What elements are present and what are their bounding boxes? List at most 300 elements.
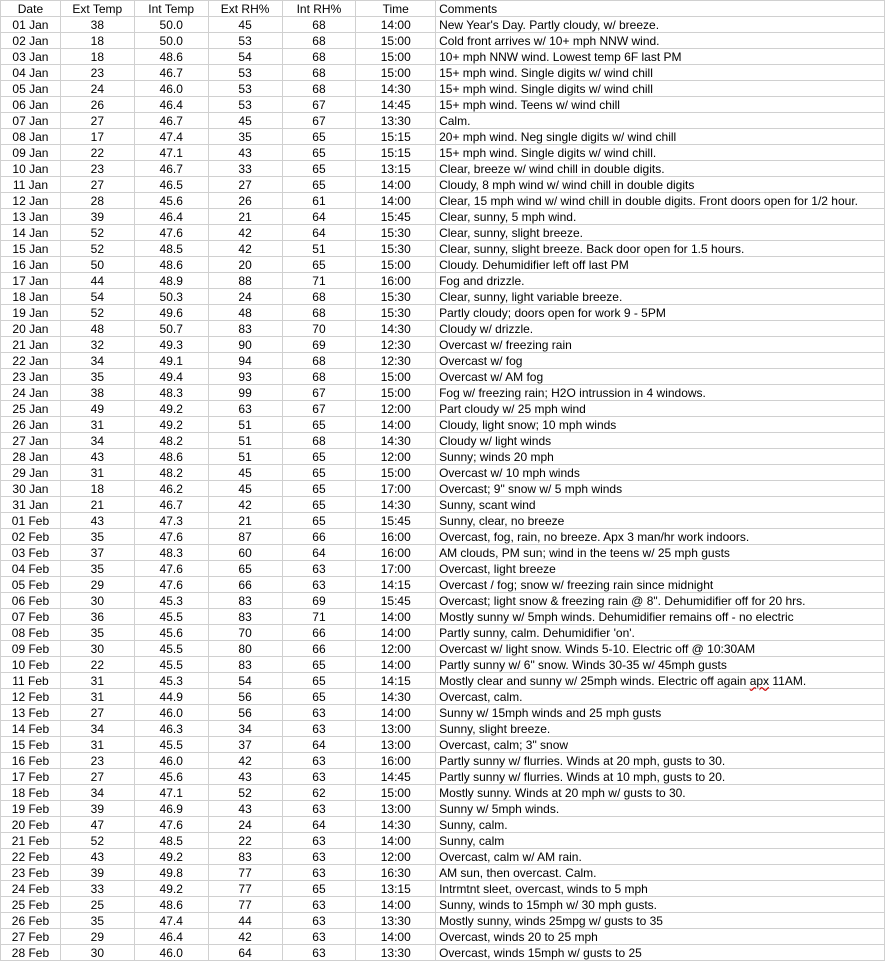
date-cell[interactable]: 23 Feb [1, 865, 61, 881]
int-temp-cell[interactable]: 48.3 [134, 545, 208, 561]
ext-rh-cell[interactable]: 63 [208, 401, 282, 417]
time-cell[interactable]: 15:30 [356, 289, 436, 305]
ext-rh-cell[interactable]: 24 [208, 289, 282, 305]
int-temp-cell[interactable]: 45.5 [134, 657, 208, 673]
time-cell[interactable]: 12:00 [356, 641, 436, 657]
time-cell[interactable]: 15:15 [356, 145, 436, 161]
time-cell[interactable]: 13:00 [356, 721, 436, 737]
ext-rh-cell[interactable]: 42 [208, 241, 282, 257]
header-ext-temp[interactable]: Ext Temp [60, 1, 134, 17]
time-cell[interactable]: 12:30 [356, 337, 436, 353]
int-rh-cell[interactable]: 65 [282, 881, 356, 897]
date-cell[interactable]: 08 Jan [1, 129, 61, 145]
date-cell[interactable]: 07 Jan [1, 113, 61, 129]
int-temp-cell[interactable]: 46.9 [134, 801, 208, 817]
ext-temp-cell[interactable]: 49 [60, 401, 134, 417]
time-cell[interactable]: 15:45 [356, 513, 436, 529]
time-cell[interactable]: 13:30 [356, 113, 436, 129]
int-rh-cell[interactable]: 64 [282, 209, 356, 225]
time-cell[interactable]: 14:00 [356, 17, 436, 33]
int-temp-cell[interactable]: 48.2 [134, 433, 208, 449]
ext-temp-cell[interactable]: 29 [60, 577, 134, 593]
comment-cell[interactable]: Partly cloudy; doors open for work 9 - 5PM [436, 305, 885, 321]
date-cell[interactable]: 04 Feb [1, 561, 61, 577]
header-comments[interactable]: Comments [436, 1, 885, 17]
time-cell[interactable]: 15:30 [356, 305, 436, 321]
ext-temp-cell[interactable]: 52 [60, 241, 134, 257]
ext-rh-cell[interactable]: 77 [208, 897, 282, 913]
time-cell[interactable]: 15:15 [356, 129, 436, 145]
comment-cell[interactable]: Intrmtnt sleet, overcast, winds to 5 mph [436, 881, 885, 897]
comment-cell[interactable]: Calm. [436, 113, 885, 129]
time-cell[interactable]: 15:00 [356, 385, 436, 401]
comment-cell[interactable]: Overcast, fog, rain, no breeze. Apx 3 man/hr work indoors. [436, 529, 885, 545]
date-cell[interactable]: 20 Feb [1, 817, 61, 833]
ext-temp-cell[interactable]: 35 [60, 529, 134, 545]
int-rh-cell[interactable]: 68 [282, 353, 356, 369]
time-cell[interactable]: 14:30 [356, 497, 436, 513]
ext-rh-cell[interactable]: 24 [208, 817, 282, 833]
int-rh-cell[interactable]: 66 [282, 641, 356, 657]
int-temp-cell[interactable]: 47.4 [134, 913, 208, 929]
int-rh-cell[interactable]: 68 [282, 305, 356, 321]
date-cell[interactable]: 15 Feb [1, 737, 61, 753]
date-cell[interactable]: 01 Jan [1, 17, 61, 33]
int-rh-cell[interactable]: 68 [282, 81, 356, 97]
ext-rh-cell[interactable]: 90 [208, 337, 282, 353]
comment-cell[interactable]: Mostly sunny w/ 5mph winds. Dehumidifier remains off - no electric [436, 609, 885, 625]
ext-temp-cell[interactable]: 44 [60, 273, 134, 289]
comment-cell[interactable]: Mostly clear and sunny w/ 25mph winds. Electric off again apx 11AM. [436, 673, 885, 689]
date-cell[interactable]: 12 Feb [1, 689, 61, 705]
ext-temp-cell[interactable]: 43 [60, 449, 134, 465]
int-temp-cell[interactable]: 46.4 [134, 97, 208, 113]
ext-rh-cell[interactable]: 43 [208, 801, 282, 817]
date-cell[interactable]: 30 Jan [1, 481, 61, 497]
int-rh-cell[interactable]: 63 [282, 577, 356, 593]
ext-temp-cell[interactable]: 23 [60, 161, 134, 177]
date-cell[interactable]: 16 Feb [1, 753, 61, 769]
int-temp-cell[interactable]: 46.0 [134, 753, 208, 769]
ext-rh-cell[interactable]: 83 [208, 321, 282, 337]
ext-rh-cell[interactable]: 20 [208, 257, 282, 273]
date-cell[interactable]: 16 Jan [1, 257, 61, 273]
ext-rh-cell[interactable]: 44 [208, 913, 282, 929]
ext-temp-cell[interactable]: 50 [60, 257, 134, 273]
date-cell[interactable]: 14 Jan [1, 225, 61, 241]
int-rh-cell[interactable]: 63 [282, 833, 356, 849]
ext-temp-cell[interactable]: 33 [60, 881, 134, 897]
comment-cell[interactable]: Sunny w/ 15mph winds and 25 mph gusts [436, 705, 885, 721]
ext-temp-cell[interactable]: 24 [60, 81, 134, 97]
date-cell[interactable]: 04 Jan [1, 65, 61, 81]
ext-temp-cell[interactable]: 17 [60, 129, 134, 145]
int-temp-cell[interactable]: 47.1 [134, 785, 208, 801]
time-cell[interactable]: 14:00 [356, 705, 436, 721]
time-cell[interactable]: 14:15 [356, 673, 436, 689]
ext-rh-cell[interactable]: 37 [208, 737, 282, 753]
ext-rh-cell[interactable]: 35 [208, 129, 282, 145]
int-rh-cell[interactable]: 63 [282, 705, 356, 721]
ext-rh-cell[interactable]: 42 [208, 225, 282, 241]
date-cell[interactable]: 13 Jan [1, 209, 61, 225]
ext-temp-cell[interactable]: 30 [60, 641, 134, 657]
ext-temp-cell[interactable]: 27 [60, 177, 134, 193]
int-rh-cell[interactable]: 65 [282, 689, 356, 705]
date-cell[interactable]: 22 Feb [1, 849, 61, 865]
int-temp-cell[interactable]: 47.1 [134, 145, 208, 161]
int-temp-cell[interactable]: 46.0 [134, 705, 208, 721]
ext-rh-cell[interactable]: 45 [208, 17, 282, 33]
int-rh-cell[interactable]: 65 [282, 417, 356, 433]
date-cell[interactable]: 31 Jan [1, 497, 61, 513]
date-cell[interactable]: 12 Jan [1, 193, 61, 209]
int-temp-cell[interactable]: 45.3 [134, 593, 208, 609]
ext-rh-cell[interactable]: 51 [208, 433, 282, 449]
comment-cell[interactable]: Clear, sunny, slight breeze. Back door open for 1.5 hours. [436, 241, 885, 257]
comment-cell[interactable]: Partly sunny w/ flurries. Winds at 10 mph, gusts to 20. [436, 769, 885, 785]
comment-cell[interactable]: Overcast, calm. [436, 689, 885, 705]
ext-rh-cell[interactable]: 83 [208, 657, 282, 673]
ext-temp-cell[interactable]: 37 [60, 545, 134, 561]
int-rh-cell[interactable]: 63 [282, 897, 356, 913]
int-rh-cell[interactable]: 65 [282, 513, 356, 529]
int-temp-cell[interactable]: 46.3 [134, 721, 208, 737]
int-temp-cell[interactable]: 48.6 [134, 449, 208, 465]
time-cell[interactable]: 13:15 [356, 161, 436, 177]
time-cell[interactable]: 14:00 [356, 625, 436, 641]
int-rh-cell[interactable]: 61 [282, 193, 356, 209]
int-temp-cell[interactable]: 47.6 [134, 561, 208, 577]
comment-cell[interactable]: Overcast, winds 20 to 25 mph [436, 929, 885, 945]
ext-rh-cell[interactable]: 51 [208, 449, 282, 465]
ext-temp-cell[interactable]: 35 [60, 913, 134, 929]
date-cell[interactable]: 07 Feb [1, 609, 61, 625]
header-ext-rh[interactable]: Ext RH% [208, 1, 282, 17]
ext-temp-cell[interactable]: 31 [60, 673, 134, 689]
ext-rh-cell[interactable]: 52 [208, 785, 282, 801]
ext-rh-cell[interactable]: 83 [208, 609, 282, 625]
int-temp-cell[interactable]: 49.2 [134, 881, 208, 897]
ext-temp-cell[interactable]: 30 [60, 593, 134, 609]
time-cell[interactable]: 14:45 [356, 769, 436, 785]
int-temp-cell[interactable]: 45.5 [134, 737, 208, 753]
time-cell[interactable]: 12:00 [356, 449, 436, 465]
date-cell[interactable]: 03 Feb [1, 545, 61, 561]
int-rh-cell[interactable]: 63 [282, 561, 356, 577]
time-cell[interactable]: 15:00 [356, 49, 436, 65]
time-cell[interactable]: 14:30 [356, 817, 436, 833]
ext-rh-cell[interactable]: 70 [208, 625, 282, 641]
ext-rh-cell[interactable]: 42 [208, 753, 282, 769]
comment-cell[interactable]: Cold front arrives w/ 10+ mph NNW wind. [436, 33, 885, 49]
time-cell[interactable]: 17:00 [356, 561, 436, 577]
int-rh-cell[interactable]: 64 [282, 545, 356, 561]
ext-temp-cell[interactable]: 22 [60, 145, 134, 161]
int-rh-cell[interactable]: 71 [282, 609, 356, 625]
int-temp-cell[interactable]: 45.5 [134, 609, 208, 625]
comment-cell[interactable]: Cloudy w/ drizzle. [436, 321, 885, 337]
time-cell[interactable]: 14:00 [356, 897, 436, 913]
comment-cell[interactable]: 20+ mph wind. Neg single digits w/ wind chill [436, 129, 885, 145]
int-rh-cell[interactable]: 63 [282, 769, 356, 785]
int-rh-cell[interactable]: 65 [282, 449, 356, 465]
int-rh-cell[interactable]: 69 [282, 593, 356, 609]
time-cell[interactable]: 15:00 [356, 33, 436, 49]
comment-cell[interactable]: Overcast, light breeze [436, 561, 885, 577]
time-cell[interactable]: 14:45 [356, 97, 436, 113]
ext-temp-cell[interactable]: 52 [60, 305, 134, 321]
int-temp-cell[interactable]: 49.1 [134, 353, 208, 369]
ext-temp-cell[interactable]: 27 [60, 113, 134, 129]
date-cell[interactable]: 13 Feb [1, 705, 61, 721]
date-cell[interactable]: 23 Jan [1, 369, 61, 385]
ext-rh-cell[interactable]: 42 [208, 497, 282, 513]
time-cell[interactable]: 15:00 [356, 257, 436, 273]
int-rh-cell[interactable]: 63 [282, 929, 356, 945]
int-temp-cell[interactable]: 46.5 [134, 177, 208, 193]
comment-cell[interactable]: 15+ mph wind. Single digits w/ wind chill. [436, 145, 885, 161]
ext-temp-cell[interactable]: 32 [60, 337, 134, 353]
date-cell[interactable]: 24 Feb [1, 881, 61, 897]
int-rh-cell[interactable]: 65 [282, 465, 356, 481]
time-cell[interactable]: 15:00 [356, 369, 436, 385]
ext-temp-cell[interactable]: 25 [60, 897, 134, 913]
date-cell[interactable]: 06 Jan [1, 97, 61, 113]
int-rh-cell[interactable]: 65 [282, 481, 356, 497]
time-cell[interactable]: 14:30 [356, 81, 436, 97]
comment-cell[interactable]: 15+ mph wind. Teens w/ wind chill [436, 97, 885, 113]
ext-temp-cell[interactable]: 38 [60, 17, 134, 33]
comment-cell[interactable]: Overcast w/ fog [436, 353, 885, 369]
date-cell[interactable]: 05 Feb [1, 577, 61, 593]
date-cell[interactable]: 28 Feb [1, 945, 61, 961]
int-rh-cell[interactable]: 62 [282, 785, 356, 801]
ext-rh-cell[interactable]: 33 [208, 161, 282, 177]
int-rh-cell[interactable]: 65 [282, 177, 356, 193]
int-rh-cell[interactable]: 65 [282, 673, 356, 689]
ext-temp-cell[interactable]: 27 [60, 705, 134, 721]
int-temp-cell[interactable]: 50.7 [134, 321, 208, 337]
ext-temp-cell[interactable]: 34 [60, 433, 134, 449]
ext-rh-cell[interactable]: 83 [208, 593, 282, 609]
comment-cell[interactable]: 15+ mph wind. Single digits w/ wind chill [436, 81, 885, 97]
ext-temp-cell[interactable]: 23 [60, 65, 134, 81]
time-cell[interactable]: 15:30 [356, 225, 436, 241]
date-cell[interactable]: 05 Jan [1, 81, 61, 97]
date-cell[interactable]: 26 Jan [1, 417, 61, 433]
time-cell[interactable]: 14:00 [356, 833, 436, 849]
ext-rh-cell[interactable]: 21 [208, 209, 282, 225]
date-cell[interactable]: 18 Feb [1, 785, 61, 801]
time-cell[interactable]: 13:15 [356, 881, 436, 897]
ext-rh-cell[interactable]: 48 [208, 305, 282, 321]
int-temp-cell[interactable]: 48.3 [134, 385, 208, 401]
comment-cell[interactable]: 15+ mph wind. Single digits w/ wind chill [436, 65, 885, 81]
comment-cell[interactable]: Mostly sunny. Winds at 20 mph w/ gusts to 30. [436, 785, 885, 801]
int-rh-cell[interactable]: 68 [282, 433, 356, 449]
int-temp-cell[interactable]: 49.4 [134, 369, 208, 385]
comment-cell[interactable]: Cloudy, 8 mph wind w/ wind chill in double digits [436, 177, 885, 193]
ext-temp-cell[interactable]: 43 [60, 849, 134, 865]
date-cell[interactable]: 20 Jan [1, 321, 61, 337]
header-date[interactable]: Date [1, 1, 61, 17]
date-cell[interactable]: 22 Jan [1, 353, 61, 369]
time-cell[interactable]: 12:00 [356, 401, 436, 417]
ext-rh-cell[interactable]: 64 [208, 945, 282, 961]
int-temp-cell[interactable]: 46.2 [134, 481, 208, 497]
time-cell[interactable]: 16:30 [356, 865, 436, 881]
ext-rh-cell[interactable]: 45 [208, 113, 282, 129]
ext-temp-cell[interactable]: 18 [60, 481, 134, 497]
int-rh-cell[interactable]: 71 [282, 273, 356, 289]
int-rh-cell[interactable]: 63 [282, 849, 356, 865]
date-cell[interactable]: 02 Jan [1, 33, 61, 49]
ext-rh-cell[interactable]: 53 [208, 65, 282, 81]
int-rh-cell[interactable]: 68 [282, 289, 356, 305]
comment-cell[interactable]: Cloudy w/ light winds [436, 433, 885, 449]
time-cell[interactable]: 15:00 [356, 465, 436, 481]
date-cell[interactable]: 10 Jan [1, 161, 61, 177]
int-rh-cell[interactable]: 67 [282, 113, 356, 129]
int-rh-cell[interactable]: 67 [282, 97, 356, 113]
int-temp-cell[interactable]: 49.2 [134, 849, 208, 865]
time-cell[interactable]: 12:00 [356, 849, 436, 865]
ext-rh-cell[interactable]: 43 [208, 145, 282, 161]
ext-rh-cell[interactable]: 53 [208, 97, 282, 113]
comment-cell[interactable]: Sunny, winds to 15mph w/ 30 mph gusts. [436, 897, 885, 913]
ext-temp-cell[interactable]: 36 [60, 609, 134, 625]
ext-rh-cell[interactable]: 45 [208, 465, 282, 481]
date-cell[interactable]: 19 Jan [1, 305, 61, 321]
int-rh-cell[interactable]: 63 [282, 865, 356, 881]
time-cell[interactable]: 14:15 [356, 577, 436, 593]
ext-temp-cell[interactable]: 35 [60, 625, 134, 641]
int-rh-cell[interactable]: 68 [282, 49, 356, 65]
comment-cell[interactable]: Overcast w/ 10 mph winds [436, 465, 885, 481]
ext-temp-cell[interactable]: 21 [60, 497, 134, 513]
time-cell[interactable]: 14:30 [356, 321, 436, 337]
comment-cell[interactable]: Overcast, winds 15mph w/ gusts to 25 [436, 945, 885, 961]
time-cell[interactable]: 13:00 [356, 737, 436, 753]
int-rh-cell[interactable]: 66 [282, 529, 356, 545]
int-rh-cell[interactable]: 51 [282, 241, 356, 257]
ext-rh-cell[interactable]: 83 [208, 849, 282, 865]
int-rh-cell[interactable]: 65 [282, 657, 356, 673]
date-cell[interactable]: 01 Feb [1, 513, 61, 529]
int-temp-cell[interactable]: 47.6 [134, 577, 208, 593]
int-rh-cell[interactable]: 69 [282, 337, 356, 353]
int-rh-cell[interactable]: 65 [282, 145, 356, 161]
date-cell[interactable]: 06 Feb [1, 593, 61, 609]
comment-cell[interactable]: Partly sunny, calm. Dehumidifier 'on'. [436, 625, 885, 641]
ext-rh-cell[interactable]: 53 [208, 81, 282, 97]
ext-temp-cell[interactable]: 39 [60, 801, 134, 817]
int-temp-cell[interactable]: 46.7 [134, 497, 208, 513]
int-rh-cell[interactable]: 65 [282, 129, 356, 145]
ext-rh-cell[interactable]: 93 [208, 369, 282, 385]
date-cell[interactable]: 28 Jan [1, 449, 61, 465]
int-rh-cell[interactable]: 68 [282, 369, 356, 385]
int-temp-cell[interactable]: 49.2 [134, 417, 208, 433]
int-temp-cell[interactable]: 45.5 [134, 641, 208, 657]
ext-temp-cell[interactable]: 26 [60, 97, 134, 113]
time-cell[interactable]: 17:00 [356, 481, 436, 497]
ext-temp-cell[interactable]: 22 [60, 657, 134, 673]
ext-rh-cell[interactable]: 66 [208, 577, 282, 593]
comment-cell[interactable]: 10+ mph NNW wind. Lowest temp 6F last PM [436, 49, 885, 65]
date-cell[interactable]: 19 Feb [1, 801, 61, 817]
header-int-rh[interactable]: Int RH% [282, 1, 356, 17]
comment-cell[interactable]: Sunny w/ 5mph winds. [436, 801, 885, 817]
int-temp-cell[interactable]: 50.0 [134, 33, 208, 49]
ext-temp-cell[interactable]: 54 [60, 289, 134, 305]
date-cell[interactable]: 03 Jan [1, 49, 61, 65]
int-temp-cell[interactable]: 46.0 [134, 945, 208, 961]
date-cell[interactable]: 11 Jan [1, 177, 61, 193]
int-temp-cell[interactable]: 47.6 [134, 225, 208, 241]
ext-temp-cell[interactable]: 31 [60, 689, 134, 705]
time-cell[interactable]: 15:45 [356, 209, 436, 225]
comment-cell[interactable]: AM sun, then overcast. Calm. [436, 865, 885, 881]
date-cell[interactable]: 17 Feb [1, 769, 61, 785]
int-rh-cell[interactable]: 63 [282, 801, 356, 817]
ext-rh-cell[interactable]: 34 [208, 721, 282, 737]
ext-temp-cell[interactable]: 31 [60, 417, 134, 433]
time-cell[interactable]: 14:30 [356, 689, 436, 705]
date-cell[interactable]: 10 Feb [1, 657, 61, 673]
time-cell[interactable]: 15:30 [356, 241, 436, 257]
date-cell[interactable]: 26 Feb [1, 913, 61, 929]
ext-temp-cell[interactable]: 52 [60, 225, 134, 241]
int-temp-cell[interactable]: 50.3 [134, 289, 208, 305]
int-temp-cell[interactable]: 47.3 [134, 513, 208, 529]
comment-cell[interactable]: Clear, sunny, slight breeze. [436, 225, 885, 241]
date-cell[interactable]: 21 Jan [1, 337, 61, 353]
time-cell[interactable]: 15:00 [356, 785, 436, 801]
ext-temp-cell[interactable]: 23 [60, 753, 134, 769]
time-cell[interactable]: 16:00 [356, 273, 436, 289]
comment-cell[interactable]: AM clouds, PM sun; wind in the teens w/ 25 mph gusts [436, 545, 885, 561]
time-cell[interactable]: 16:00 [356, 529, 436, 545]
int-temp-cell[interactable]: 49.6 [134, 305, 208, 321]
comment-cell[interactable]: Sunny, calm [436, 833, 885, 849]
ext-temp-cell[interactable]: 52 [60, 833, 134, 849]
ext-rh-cell[interactable]: 26 [208, 193, 282, 209]
comment-cell[interactable]: Overcast w/ freezing rain [436, 337, 885, 353]
time-cell[interactable]: 14:00 [356, 929, 436, 945]
int-temp-cell[interactable]: 46.7 [134, 161, 208, 177]
comment-cell[interactable]: Clear, breeze w/ wind chill in double digits. [436, 161, 885, 177]
int-temp-cell[interactable]: 47.6 [134, 817, 208, 833]
date-cell[interactable]: 18 Jan [1, 289, 61, 305]
comment-cell[interactable]: Cloudy. Dehumidifier left off last PM [436, 257, 885, 273]
date-cell[interactable]: 29 Jan [1, 465, 61, 481]
date-cell[interactable]: 17 Jan [1, 273, 61, 289]
int-rh-cell[interactable]: 66 [282, 625, 356, 641]
date-cell[interactable]: 14 Feb [1, 721, 61, 737]
ext-rh-cell[interactable]: 43 [208, 769, 282, 785]
comment-cell[interactable]: Overcast, calm; 3" snow [436, 737, 885, 753]
ext-temp-cell[interactable]: 18 [60, 49, 134, 65]
comment-cell[interactable]: Sunny; winds 20 mph [436, 449, 885, 465]
time-cell[interactable]: 12:30 [356, 353, 436, 369]
comment-cell[interactable]: Overcast; light snow & freezing rain @ 8". Dehumidifier off for 20 hrs. [436, 593, 885, 609]
date-cell[interactable]: 15 Jan [1, 241, 61, 257]
comment-cell[interactable]: Sunny, scant wind [436, 497, 885, 513]
ext-rh-cell[interactable]: 56 [208, 705, 282, 721]
ext-rh-cell[interactable]: 77 [208, 881, 282, 897]
